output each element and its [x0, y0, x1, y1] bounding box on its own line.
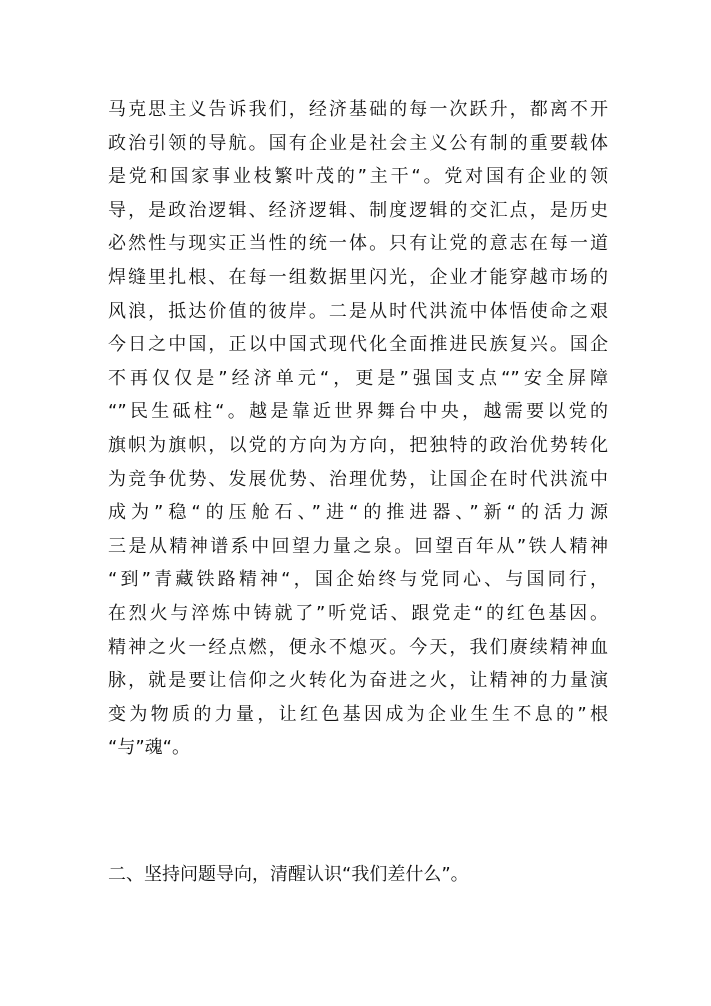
paragraph-line: 在烈火与淬炼中铸就了”听党话、跟党走“的红色基因。: [108, 602, 608, 624]
paragraph-line: 政治引领的导航。国有企业是社会主义公有制的重要载体: [108, 132, 608, 154]
paragraph-line: 变为物质的力量，让红色基因成为企业生生不息的”根: [108, 703, 608, 725]
paragraph-line: 马克思主义告诉我们，经济基础的每一次跃升，都离不开: [108, 99, 608, 120]
paragraph-line: 必然性与现实正当性的统一体。只有让党的意志在每一道: [108, 233, 608, 255]
body-paragraph: [108, 93, 608, 765]
paragraph-line: 焊缝里扎根、在每一组数据里闪光，企业才能穿越市场的: [108, 266, 608, 288]
paragraph-line: 旗帜为旗帜，以党的方向为方向，把独特的政治优势转化: [108, 434, 608, 456]
paragraph-line: “到”青藏铁路精神“，国企始终与党同心、与国同行，: [108, 569, 608, 591]
paragraph-line: 风浪，抵达价值的彼岸。二是从时代洪流中体悟使命之艰: [108, 300, 608, 322]
paragraph-line: 为竞争优势、发展优势、治理优势，让国企在时代洪流中: [108, 468, 608, 490]
paragraph-line: 脉，就是要让信仰之火转化为奋进之火，让精神的力量演: [108, 670, 608, 692]
section-heading: 二、坚持问题导向，清醒认识“我们差什么”。: [108, 864, 469, 885]
paragraph-line: 是党和国家事业枝繁叶茂的”主干“。党对国有企业的领: [108, 166, 608, 188]
paragraph-line: 三是从精神谱系中回望力量之泉。回望百年从”铁人精神: [108, 535, 608, 557]
paragraph-line: 不再仅仅是”经济单元“，更是”强国支点“”安全屏障: [108, 367, 608, 389]
paragraph-line: 导，是政治逻辑、经济逻辑、制度逻辑的交汇点，是历史: [108, 199, 608, 221]
paragraph-line: 精神之火一经点燃，便永不熄灭。今天，我们赓续精神血: [108, 636, 608, 658]
paragraph-line: “”民生砥柱“。越是靠近世界舞台中央，越需要以党的: [108, 401, 608, 423]
paragraph-line: “与”魂“。: [108, 737, 190, 759]
paragraph-line: 成为”稳“的压舱石、”进“的推进器、”新“的活力源: [108, 502, 608, 524]
paragraph-line: 今日之中国，正以中国式现代化全面推进民族复兴。国企: [108, 334, 608, 356]
